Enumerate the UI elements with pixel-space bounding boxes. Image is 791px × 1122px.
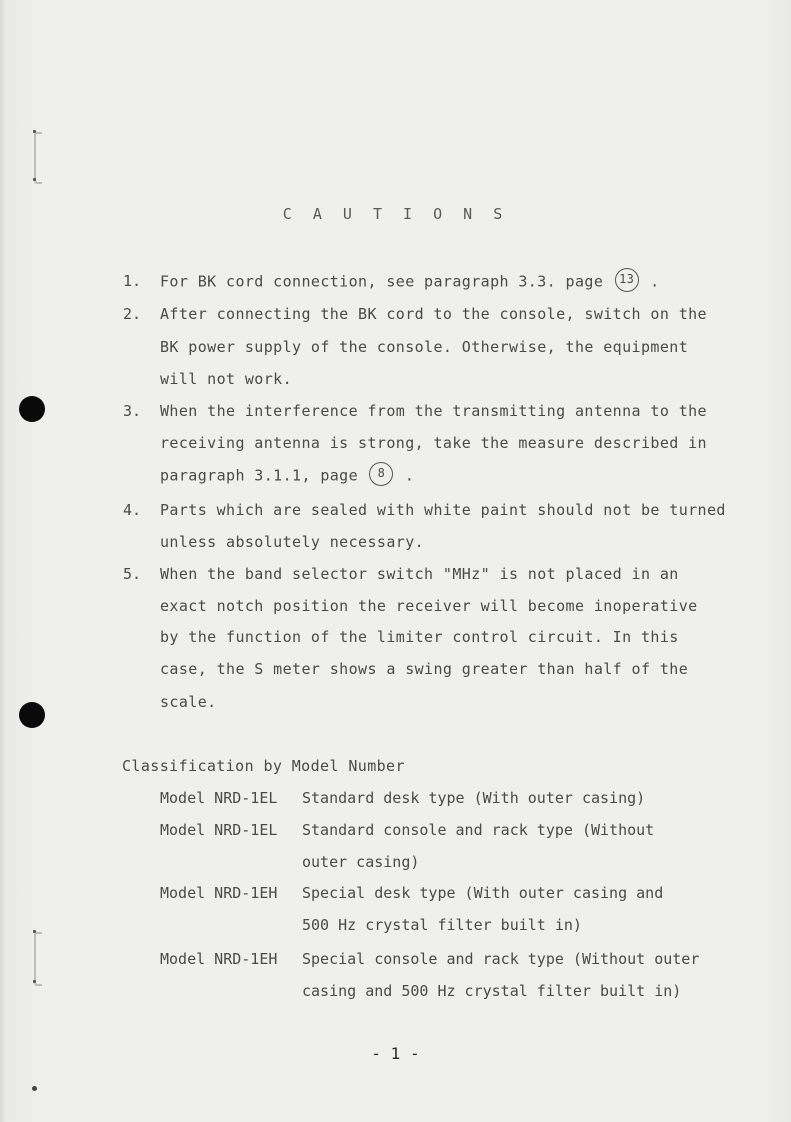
model-description: 500 Hz crystal filter built in) [302, 916, 582, 934]
model-description: Standard desk type (With outer casing) [302, 789, 646, 807]
caution-text: For BK cord connection, see paragraph 3.3. page [160, 272, 604, 291]
caution-line: receiving antenna is strong, take the measure described in [160, 434, 707, 452]
model-description: Special console and rack type (Without outer [302, 950, 700, 968]
model-name: Model NRD-1EL [160, 789, 278, 807]
caution-number: 5. [123, 565, 142, 583]
binder-tick [33, 980, 36, 983]
caution-line [160, 466, 414, 486]
binder-tick [33, 930, 36, 933]
caution-line: When the interference from the transmitting antenna to the [160, 402, 707, 420]
model-description: Standard console and rack type (Without [302, 821, 655, 839]
caution-number: 1. [123, 272, 142, 290]
binder-bracket-top [34, 132, 42, 184]
binder-bracket-bottom [34, 932, 42, 986]
caution-text: paragraph 3.1.1, page [160, 466, 359, 485]
caution-line: After connecting the BK cord to the console, switch on the [160, 305, 707, 323]
model-name: Model NRD-1EH [160, 950, 278, 968]
caution-line: unless absolutely necessary. [160, 533, 425, 551]
caution-suffix: . [404, 466, 415, 485]
circled-page-ref: 8 [369, 462, 393, 486]
caution-line: Parts which are sealed with white paint should not be turned [160, 501, 726, 519]
punch-hole-lower [19, 702, 45, 728]
caution-line: will not work. [160, 370, 293, 388]
caution-line: When the band selector switch "MHz" is not placed in an [160, 565, 679, 583]
caution-line [160, 272, 660, 292]
page-title: C A U T I O N S [282, 205, 509, 223]
model-description: outer casing) [302, 853, 420, 871]
model-description: casing and 500 Hz crystal filter built in) [302, 982, 682, 1000]
binder-tick [33, 130, 36, 133]
caution-line: scale. [160, 693, 217, 711]
model-name: Model NRD-1EH [160, 884, 278, 902]
caution-line: case, the S meter shows a swing greater than half of the [160, 660, 689, 678]
caution-suffix: . [650, 272, 660, 291]
stray-mark [32, 1086, 37, 1091]
model-description: Special desk type (With outer casing and [302, 884, 664, 902]
page-number: - 1 - [371, 1044, 420, 1063]
punch-hole-upper [19, 396, 45, 422]
binder-tick [33, 178, 36, 181]
model-name: Model NRD-1EL [160, 821, 278, 839]
caution-line: BK power supply of the console. Otherwise, the equipment [160, 338, 689, 356]
classification-heading: Classification by Model Number [122, 757, 405, 775]
circled-page-ref: 13 [615, 268, 639, 292]
caution-number: 4. [123, 501, 142, 519]
caution-line: exact notch position the receiver will become inoperative [160, 597, 698, 615]
caution-number: 2. [123, 305, 142, 323]
caution-line: by the function of the limiter control circuit. In this [160, 628, 679, 646]
caution-number: 3. [123, 402, 142, 420]
